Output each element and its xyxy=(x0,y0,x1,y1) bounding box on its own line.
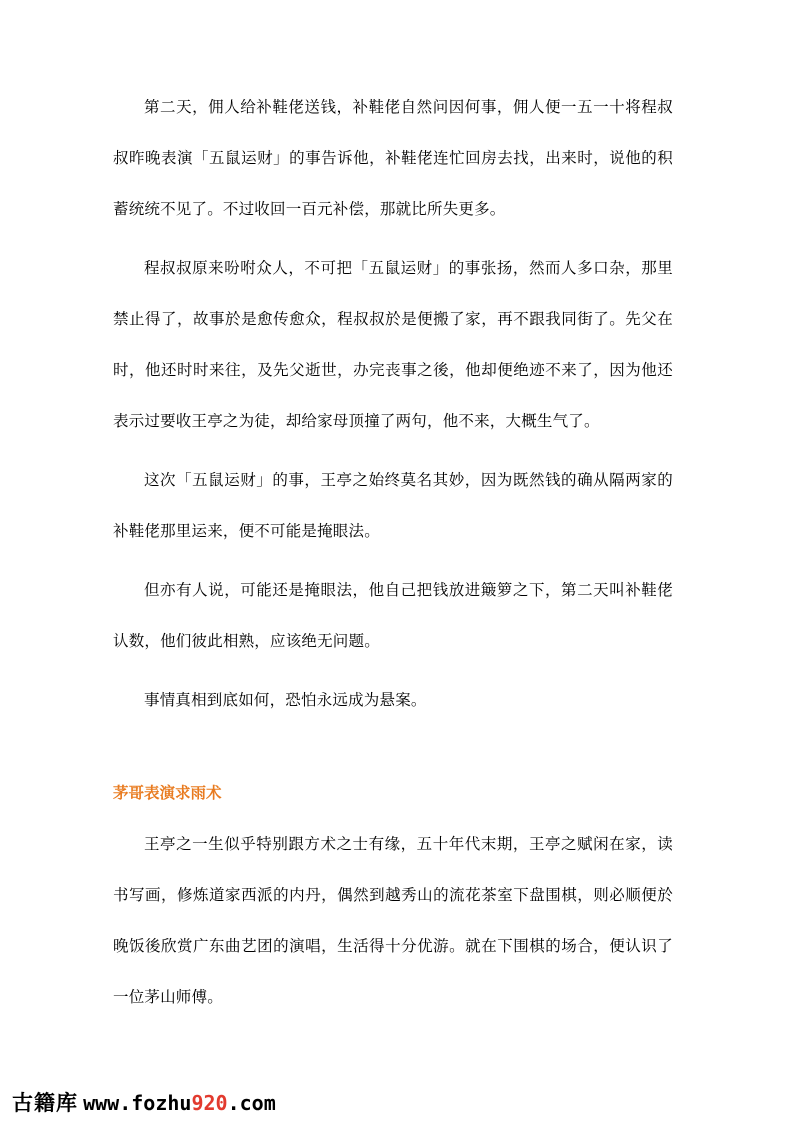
site-url-suffix: .com xyxy=(227,1091,276,1115)
paragraph: 王亭之一生似乎特别跟方术之士有缘，五十年代末期，王亭之赋闲在家，读书写画，修炼道家西派的内丹，偶然到越秀山的流花茶室下盘围棋，则必顺便於晚饭後欣赏广东曲艺团的演唱，生活得十分优游。就在下围棋的场合，便认识了一位茅山师傅。 xyxy=(113,835,673,1006)
paragraph: 这次「五鼠运财」的事，王亭之始终莫名其妙，因为既然钱的确从隔两家的补鞋佬那里运来，便不可能是掩眼法。 xyxy=(113,471,673,540)
section-heading: 茅哥表演求雨术 xyxy=(113,784,222,802)
paragraph: 事情真相到底如何，恐怕永远成为悬案。 xyxy=(144,691,427,709)
site-url-prefix: www.fozhu xyxy=(83,1091,192,1115)
document-body xyxy=(113,82,673,1031)
site-watermark xyxy=(12,1088,276,1118)
site-name: 古籍库 xyxy=(12,1091,78,1115)
paragraph: 第二天，佣人给补鞋佬送钱，补鞋佬自然问因何事，佣人便一五一十将程叔叔昨晚表演「五鼠运财」的事告诉他，补鞋佬连忙回房去找，出来时，说他的积蓄统统不见了。不过收回一百元补偿，那就比所失更多。 xyxy=(113,98,673,218)
site-url-highlight: 920 xyxy=(191,1091,228,1115)
paragraph: 程叔叔原来吩咐众人，不可把「五鼠运财」的事张扬，然而人多口杂，那里禁止得了，故事於是愈传愈众，程叔叔於是便搬了家，再不跟我同街了。先父在时，他还时时来往，及先父逝世，办完丧事之後，他却便绝迹不来了，因为他还表示过要收王亭之为徒，却给家母顶撞了两句，他不来，大概生气了。 xyxy=(113,259,673,430)
paragraph: 但亦有人说，可能还是掩眼法，他自己把钱放进簸箩之下，第二天叫补鞋佬认数，他们彼此相熟，应该绝无问题。 xyxy=(113,581,673,650)
